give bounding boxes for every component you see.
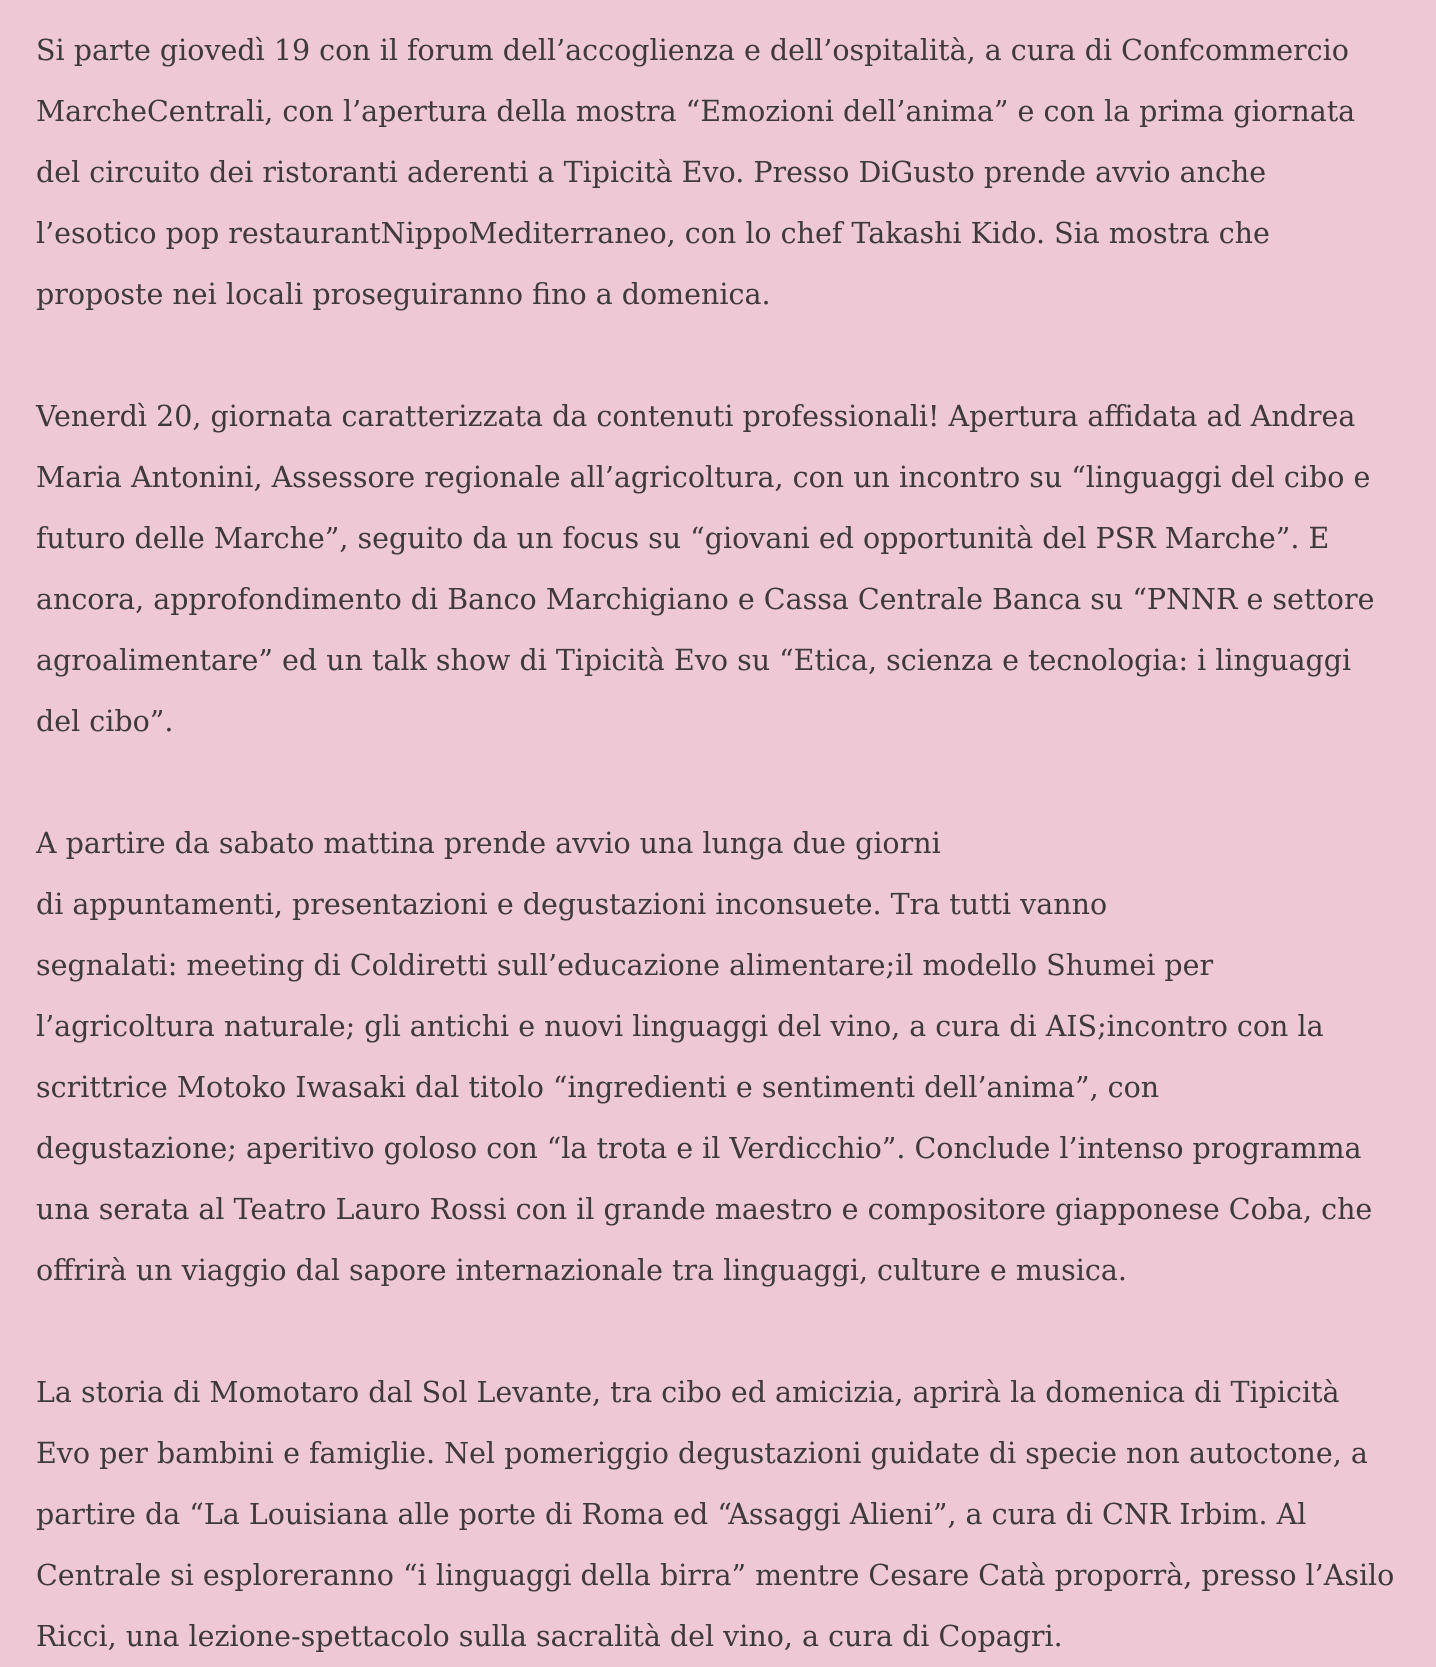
text-line: del cibo”. bbox=[36, 705, 174, 738]
text-line: una serata al Teatro Lauro Rossi con il grande maestro e compositore giapponese Coba, che bbox=[36, 1193, 1373, 1226]
paragraph-saturday bbox=[36, 813, 1400, 1301]
text-line: Venerdì 20, giornata caratterizzata da contenuti professionali! Apertura affidata ad Andrea bbox=[36, 400, 1356, 433]
text-line: Ricci, una lezione-spettacolo sulla sacralità del vino, a cura di Copagri. bbox=[36, 1620, 1063, 1653]
text-line: segnalati: meeting di Coldiretti sull’educazione alimentare;il modello Shumei per bbox=[36, 949, 1214, 982]
text-line: futuro delle Marche”, seguito da un focus su “giovani ed opportunità del PSR Marche”. E bbox=[36, 522, 1330, 555]
text-line: agroalimentare” ed un talk show di Tipicità Evo su “Etica, scienza e tecnologia: i linguaggi bbox=[36, 644, 1352, 677]
text-line: l’esotico pop restaurantNippoMediterraneo, con lo chef Takashi Kido. Sia mostra che bbox=[36, 217, 1270, 250]
text-line: Evo per bambini e famiglie. Nel pomeriggio degustazioni guidate di specie non autoctone, a bbox=[36, 1437, 1368, 1470]
text-line: offrirà un viaggio dal sapore internazionale tra linguaggi, culture e musica. bbox=[36, 1254, 1127, 1287]
text-line: A partire da sabato mattina prende avvio una lunga due giorni bbox=[36, 827, 941, 860]
paragraph-thursday bbox=[36, 20, 1400, 325]
paragraph-sunday bbox=[36, 1362, 1400, 1667]
text-line: La storia di Momotaro dal Sol Levante, tra cibo ed amicizia, aprirà la domenica di Tipicità bbox=[36, 1376, 1340, 1409]
paragraph-friday bbox=[36, 386, 1400, 752]
text-line: Maria Antonini, Assessore regionale all’agricoltura, con un incontro su “linguaggi del cibo e bbox=[36, 461, 1371, 494]
text-line: partire da “La Louisiana alle porte di Roma ed “Assaggi Alieni”, a cura di CNR Irbim. Al bbox=[36, 1498, 1307, 1531]
text-line: degustazione; aperitivo goloso con “la trota e il Verdicchio”. Conclude l’intenso programma bbox=[36, 1132, 1362, 1165]
text-line: proposte nei locali proseguiranno fino a domenica. bbox=[36, 278, 771, 311]
text-line: Centrale si esploreranno “i linguaggi della birra” mentre Cesare Catà proporrà, presso l’Asilo bbox=[36, 1559, 1395, 1592]
text-line: scrittrice Motoko Iwasaki dal titolo “ingredienti e sentimenti dell’anima”, con bbox=[36, 1071, 1160, 1104]
text-line: di appuntamenti, presentazioni e degustazioni inconsuete. Tra tutti vanno bbox=[36, 888, 1108, 921]
text-line: l’agricoltura naturale; gli antichi e nuovi linguaggi del vino, a cura di AIS;incontro con la bbox=[36, 1010, 1324, 1043]
text-line: ancora, approfondimento di Banco Marchigiano e Cassa Centrale Banca su “PNNR e settore bbox=[36, 583, 1375, 616]
text-line: MarcheCentrali, con l’apertura della mostra “Emozioni dell’anima” e con la prima giornata bbox=[36, 95, 1356, 128]
text-line: Si parte giovedì 19 con il forum dell’accoglienza e dell’ospitalità, a cura di Confcommercio bbox=[36, 34, 1349, 67]
text-line: del circuito dei ristoranti aderenti a Tipicità Evo. Presso DiGusto prende avvio anche bbox=[36, 156, 1267, 189]
